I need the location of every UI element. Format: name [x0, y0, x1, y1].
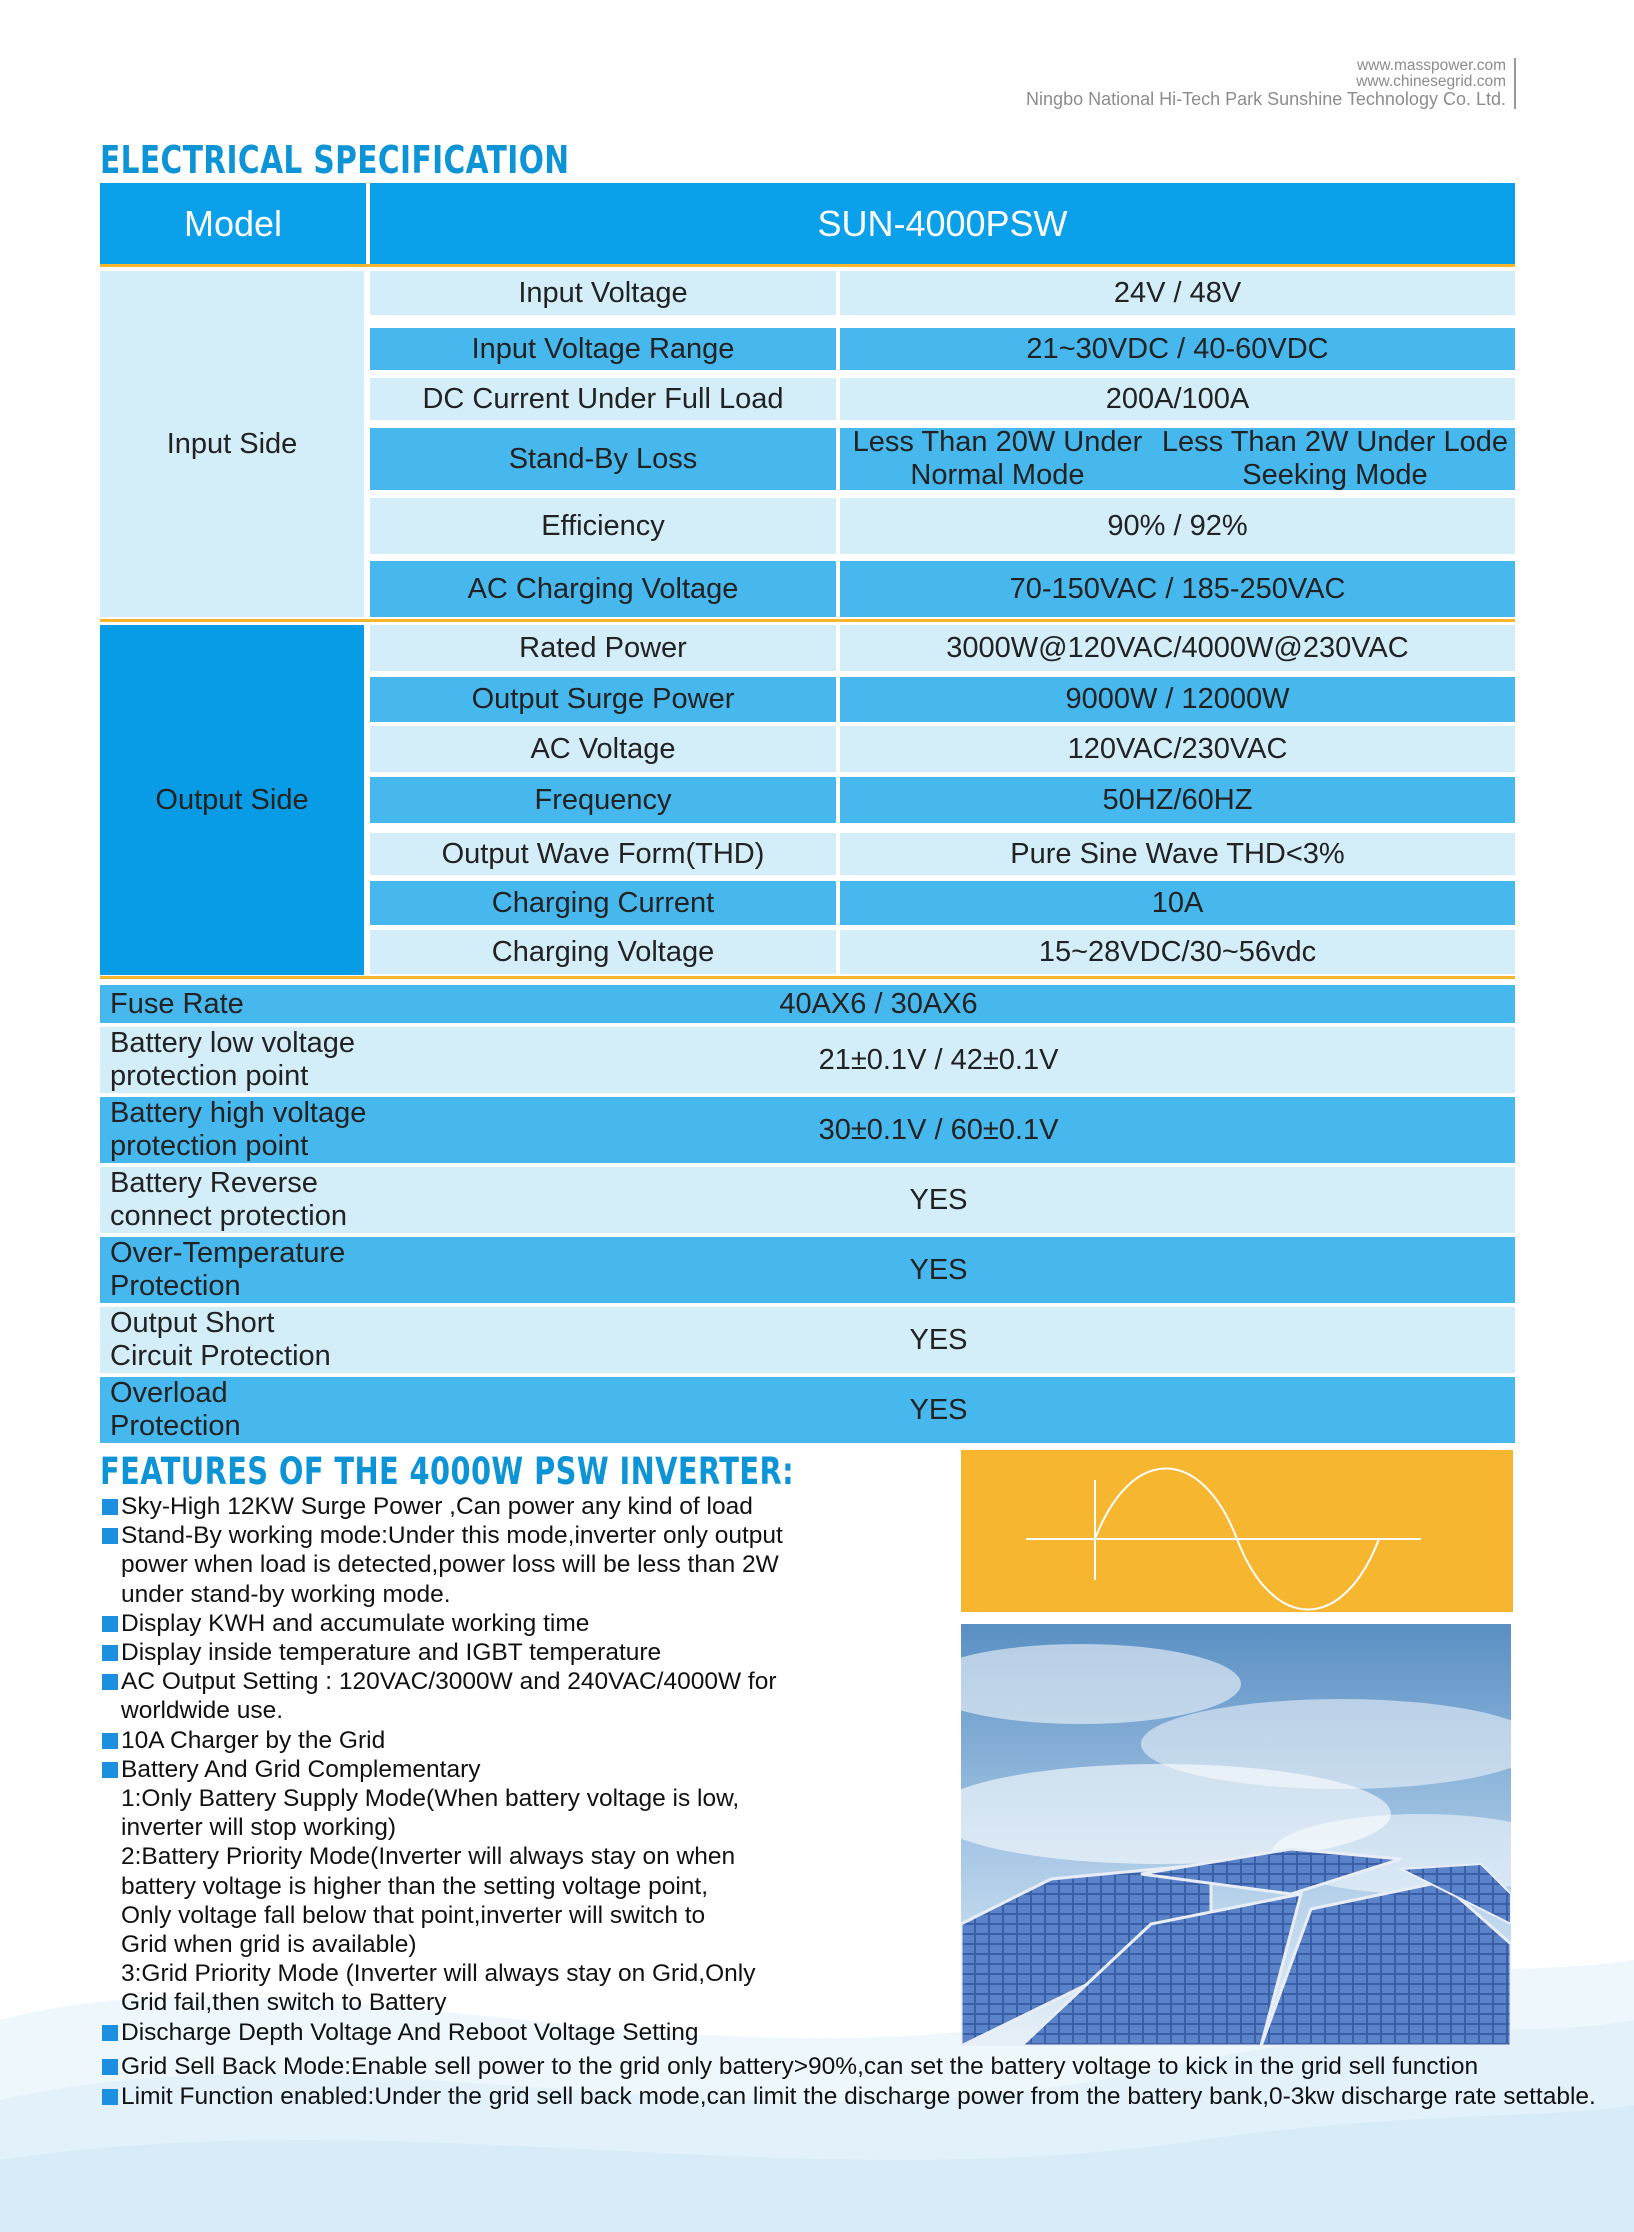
model-value: SUN-4000PSW: [817, 203, 1068, 244]
spec-row-label: [370, 726, 836, 772]
feature-item: [100, 1667, 980, 1725]
section-title-features: FEATURES OF THE 4000W PSW INVERTER:: [100, 1450, 795, 1493]
spec-value: 120VAC/230VAC: [1067, 732, 1288, 765]
feature-text: 10A Charger by the Grid: [121, 1726, 386, 1754]
divider-line: [100, 976, 1515, 979]
spec-value-line2: Less Than 2W Under Lode Seeking Mode: [1161, 426, 1508, 491]
feature-text-continued: 3:Grid Priority Mode (Inverter will always stay on Grid,Only: [121, 1960, 756, 1988]
feature-text: Sky-High 12KW Surge Power ,Can power any kind of load: [121, 1493, 753, 1520]
spec-row-label: [370, 777, 836, 823]
spec-row-value: [840, 677, 1515, 722]
spec-value: 90% / 92%: [1107, 509, 1248, 542]
spec-value: Less Than 20W Under Normal Mode: [852, 426, 1143, 491]
input-side-label: Input Side: [166, 427, 298, 460]
solar-panels-sky-photo: [961, 1624, 1511, 2046]
spec-value: 21~30VDC / 40-60VDC: [1026, 332, 1329, 365]
spec-label: Efficiency: [541, 509, 665, 542]
website-link-masspower[interactable]: www.masspower.com: [1356, 57, 1506, 74]
spec-row-value: [840, 498, 1515, 554]
solar-panel-image: [961, 1624, 1511, 2046]
spec-row-label: [370, 561, 836, 617]
spec-row: [100, 1097, 1515, 1163]
feature-text: Display inside temperature and IGBT temperature: [121, 1639, 662, 1667]
model-value-cell: [370, 183, 1515, 264]
spec-label: Output Short: [110, 1307, 275, 1339]
bullet-square-icon: [102, 1616, 118, 1632]
spec-row-value: [840, 625, 1515, 671]
spec-value: Pure Sine Wave THD<3%: [1010, 837, 1345, 870]
feature-item: [100, 1638, 980, 1667]
spec-label: DC Current Under Full Load: [422, 382, 784, 415]
spec-value: 15~28VDC/30~56vdc: [1038, 935, 1317, 968]
spec-value: 200A/100A: [1105, 382, 1250, 415]
spec-value: YES: [909, 1393, 968, 1426]
spec-label: Charging Voltage: [491, 935, 715, 968]
company-header: [1026, 58, 1516, 109]
spec-row-value: [500, 1097, 1377, 1163]
feature-text: Stand-By working mode:Under this mode,inverter only output: [121, 1522, 783, 1550]
output-side-label: Output Side: [155, 783, 309, 816]
spec-row-value: [440, 985, 1317, 1023]
spec-row-label: [100, 1167, 500, 1233]
bullet-square-icon: [102, 2025, 118, 2041]
website-link-chinesegrid[interactable]: www.chinesegrid.com: [1356, 73, 1506, 90]
spec-label: Rated Power: [519, 631, 687, 664]
spec-value: YES: [909, 1183, 968, 1216]
spec-row-label: [370, 498, 836, 554]
spec-row-label: [370, 428, 836, 490]
section-title-electrical-specification: ELECTRICAL SPECIFICATION: [100, 138, 570, 182]
spec-row-value: [840, 930, 1515, 974]
bullet-square-icon: [102, 1674, 118, 1690]
divider-line: [100, 619, 1515, 622]
spec-value: 70-150VAC / 185-250VAC: [1009, 572, 1346, 605]
feature-text: Limit Function enabled:Under the grid sell back mode,can limit the discharge power from the battery bank,0-3kw discharge rate settable.: [121, 2083, 1596, 2111]
feature-text-continued: Only voltage fall below that point,inverter will switch to: [121, 1901, 706, 1929]
spec-label: AC Voltage: [530, 732, 676, 765]
feature-item: [100, 1755, 980, 2018]
spec-row-value: [500, 1307, 1377, 1373]
feature-item: [100, 1726, 980, 1755]
spec-row: [100, 1307, 1515, 1373]
spec-label: Battery high voltage: [110, 1097, 367, 1129]
feature-text-continued: Grid fail,then switch to Battery: [121, 1989, 447, 2017]
feature-text-continued: inverter will stop working): [121, 1814, 397, 1842]
spec-value: 9000W / 12000W: [1065, 683, 1290, 715]
spec-row-value: [840, 881, 1515, 925]
model-header-cell: [100, 183, 366, 264]
spec-row-label: [100, 1097, 500, 1163]
feature-item: [100, 2082, 1596, 2111]
spec-value: 24V / 48V: [1113, 276, 1242, 309]
feature-item: [100, 2052, 1571, 2081]
spec-row-label: [370, 378, 836, 420]
spec-value: YES: [909, 1253, 968, 1286]
feature-text: Discharge Depth Voltage And Reboot Voltage Setting: [121, 2018, 699, 2046]
spec-label: Battery low voltage: [110, 1027, 356, 1059]
output-side-block: [100, 625, 364, 975]
spec-label-line2: Protection: [110, 1270, 241, 1302]
spec-label-line2: Protection: [110, 1410, 241, 1442]
spec-row-value: [840, 328, 1515, 370]
spec-label: Output Surge Power: [471, 683, 735, 715]
spec-row-value: [840, 428, 1515, 490]
spec-row-value: [840, 833, 1515, 875]
spec-row: [100, 1377, 1515, 1443]
feature-text-continued: 1:Only Battery Supply Mode(When battery voltage is low,: [121, 1785, 740, 1813]
feature-text-continued: power when load is detected,power loss will be less than 2W: [121, 1551, 779, 1579]
spec-row-label: [370, 833, 836, 875]
feature-text-continued: 2:Battery Priority Mode(Inverter will always stay on when: [121, 1843, 736, 1871]
sine-wave-graphic: [961, 1450, 1513, 1612]
spec-label: Battery Reverse: [110, 1167, 318, 1199]
spec-row-value: [500, 1167, 1377, 1233]
spec-row: [100, 985, 1515, 1023]
input-side-block: [100, 271, 364, 617]
bullet-square-icon: [102, 1762, 118, 1778]
feature-item: [100, 2018, 980, 2047]
bullet-square-icon: [102, 1528, 118, 1544]
feature-item: [100, 1492, 980, 1521]
sine-wave-icon: [961, 1450, 1513, 1612]
spec-row-label: [370, 625, 836, 671]
specification-table: [100, 183, 1515, 1443]
spec-value: 30±0.1V / 60±0.1V: [818, 1113, 1059, 1146]
spec-row-label: [370, 677, 836, 722]
spec-row-label: [370, 271, 836, 315]
spec-row-label: [100, 1307, 500, 1373]
spec-row-value: [840, 271, 1515, 315]
spec-value: 10A: [1151, 886, 1204, 919]
model-label: Model: [183, 203, 283, 244]
feature-text-continued: battery voltage is higher than the setting voltage point,: [121, 1872, 709, 1900]
spec-value: 40AX6 / 30AX6: [779, 987, 978, 1020]
spec-value: 21±0.1V / 42±0.1V: [818, 1043, 1059, 1076]
spec-label: Over-Temperature: [110, 1237, 346, 1269]
spec-row: [100, 1027, 1515, 1093]
spec-row: [100, 1237, 1515, 1303]
spec-row-value: [500, 1027, 1377, 1093]
spec-row-label: [100, 1377, 500, 1443]
feature-text-continued: Grid when grid is available): [121, 1931, 417, 1959]
spec-row-value: [840, 726, 1515, 772]
feature-text: AC Output Setting : 120VAC/3000W and 240VAC/4000W for: [121, 1668, 777, 1696]
bullet-square-icon: [102, 2089, 118, 2105]
spec-label: Overload: [110, 1377, 228, 1409]
feature-text-continued: under stand-by working mode.: [121, 1580, 451, 1608]
spec-label-line2: protection point: [110, 1130, 309, 1162]
spec-row-label: [370, 881, 836, 925]
spec-row-value: [500, 1377, 1377, 1443]
bullet-square-icon: [102, 1499, 118, 1515]
spec-label: Input Voltage: [518, 276, 688, 309]
spec-row: [100, 1167, 1515, 1233]
bullet-square-icon: [102, 1645, 118, 1661]
spec-row-label: [100, 1027, 500, 1093]
bullet-square-icon: [102, 1733, 118, 1749]
spec-value: YES: [909, 1323, 968, 1356]
spec-row-value: [500, 1237, 1377, 1303]
spec-label: Charging Current: [491, 886, 715, 919]
feature-text: Battery And Grid Complementary: [121, 1755, 481, 1783]
spec-row-label: [370, 328, 836, 370]
feature-item: [100, 1609, 980, 1638]
spec-label: Fuse Rate: [110, 987, 244, 1020]
features-list: [100, 1492, 1596, 2111]
company-name: Ningbo National Hi-Tech Park Sunshine Technology Co. Ltd.: [1026, 89, 1506, 109]
spec-row-label: [370, 930, 836, 974]
spec-row-value: [840, 561, 1515, 617]
bullet-square-icon: [102, 2059, 118, 2075]
feature-item: [100, 1521, 980, 1609]
spec-row-value: [840, 777, 1515, 823]
spec-label: Input Voltage Range: [471, 332, 735, 365]
spec-label: Output Wave Form(THD): [441, 837, 765, 870]
spec-row-label: [100, 1237, 500, 1303]
spec-label: Frequency: [534, 783, 672, 816]
feature-text: Display KWH and accumulate working time: [121, 1609, 590, 1637]
spec-value: 50HZ/60HZ: [1102, 783, 1253, 816]
feature-text: Grid Sell Back Mode:Enable sell power to the grid only battery>90%,can set the battery voltage to kick in the grid sell function: [121, 2052, 1479, 2080]
feature-text-continued: worldwide use.: [121, 1697, 284, 1725]
divider-line: [100, 264, 1515, 267]
spec-label: AC Charging Voltage: [467, 572, 739, 605]
spec-row-value: [840, 378, 1515, 420]
spec-label-line2: connect protection: [110, 1200, 347, 1232]
spec-value: 3000W@120VAC/4000W@230VAC: [946, 631, 1409, 664]
spec-label-line2: Circuit Protection: [110, 1340, 331, 1372]
spec-label-line2: protection point: [110, 1060, 309, 1092]
spec-label: Stand-By Loss: [508, 442, 698, 475]
